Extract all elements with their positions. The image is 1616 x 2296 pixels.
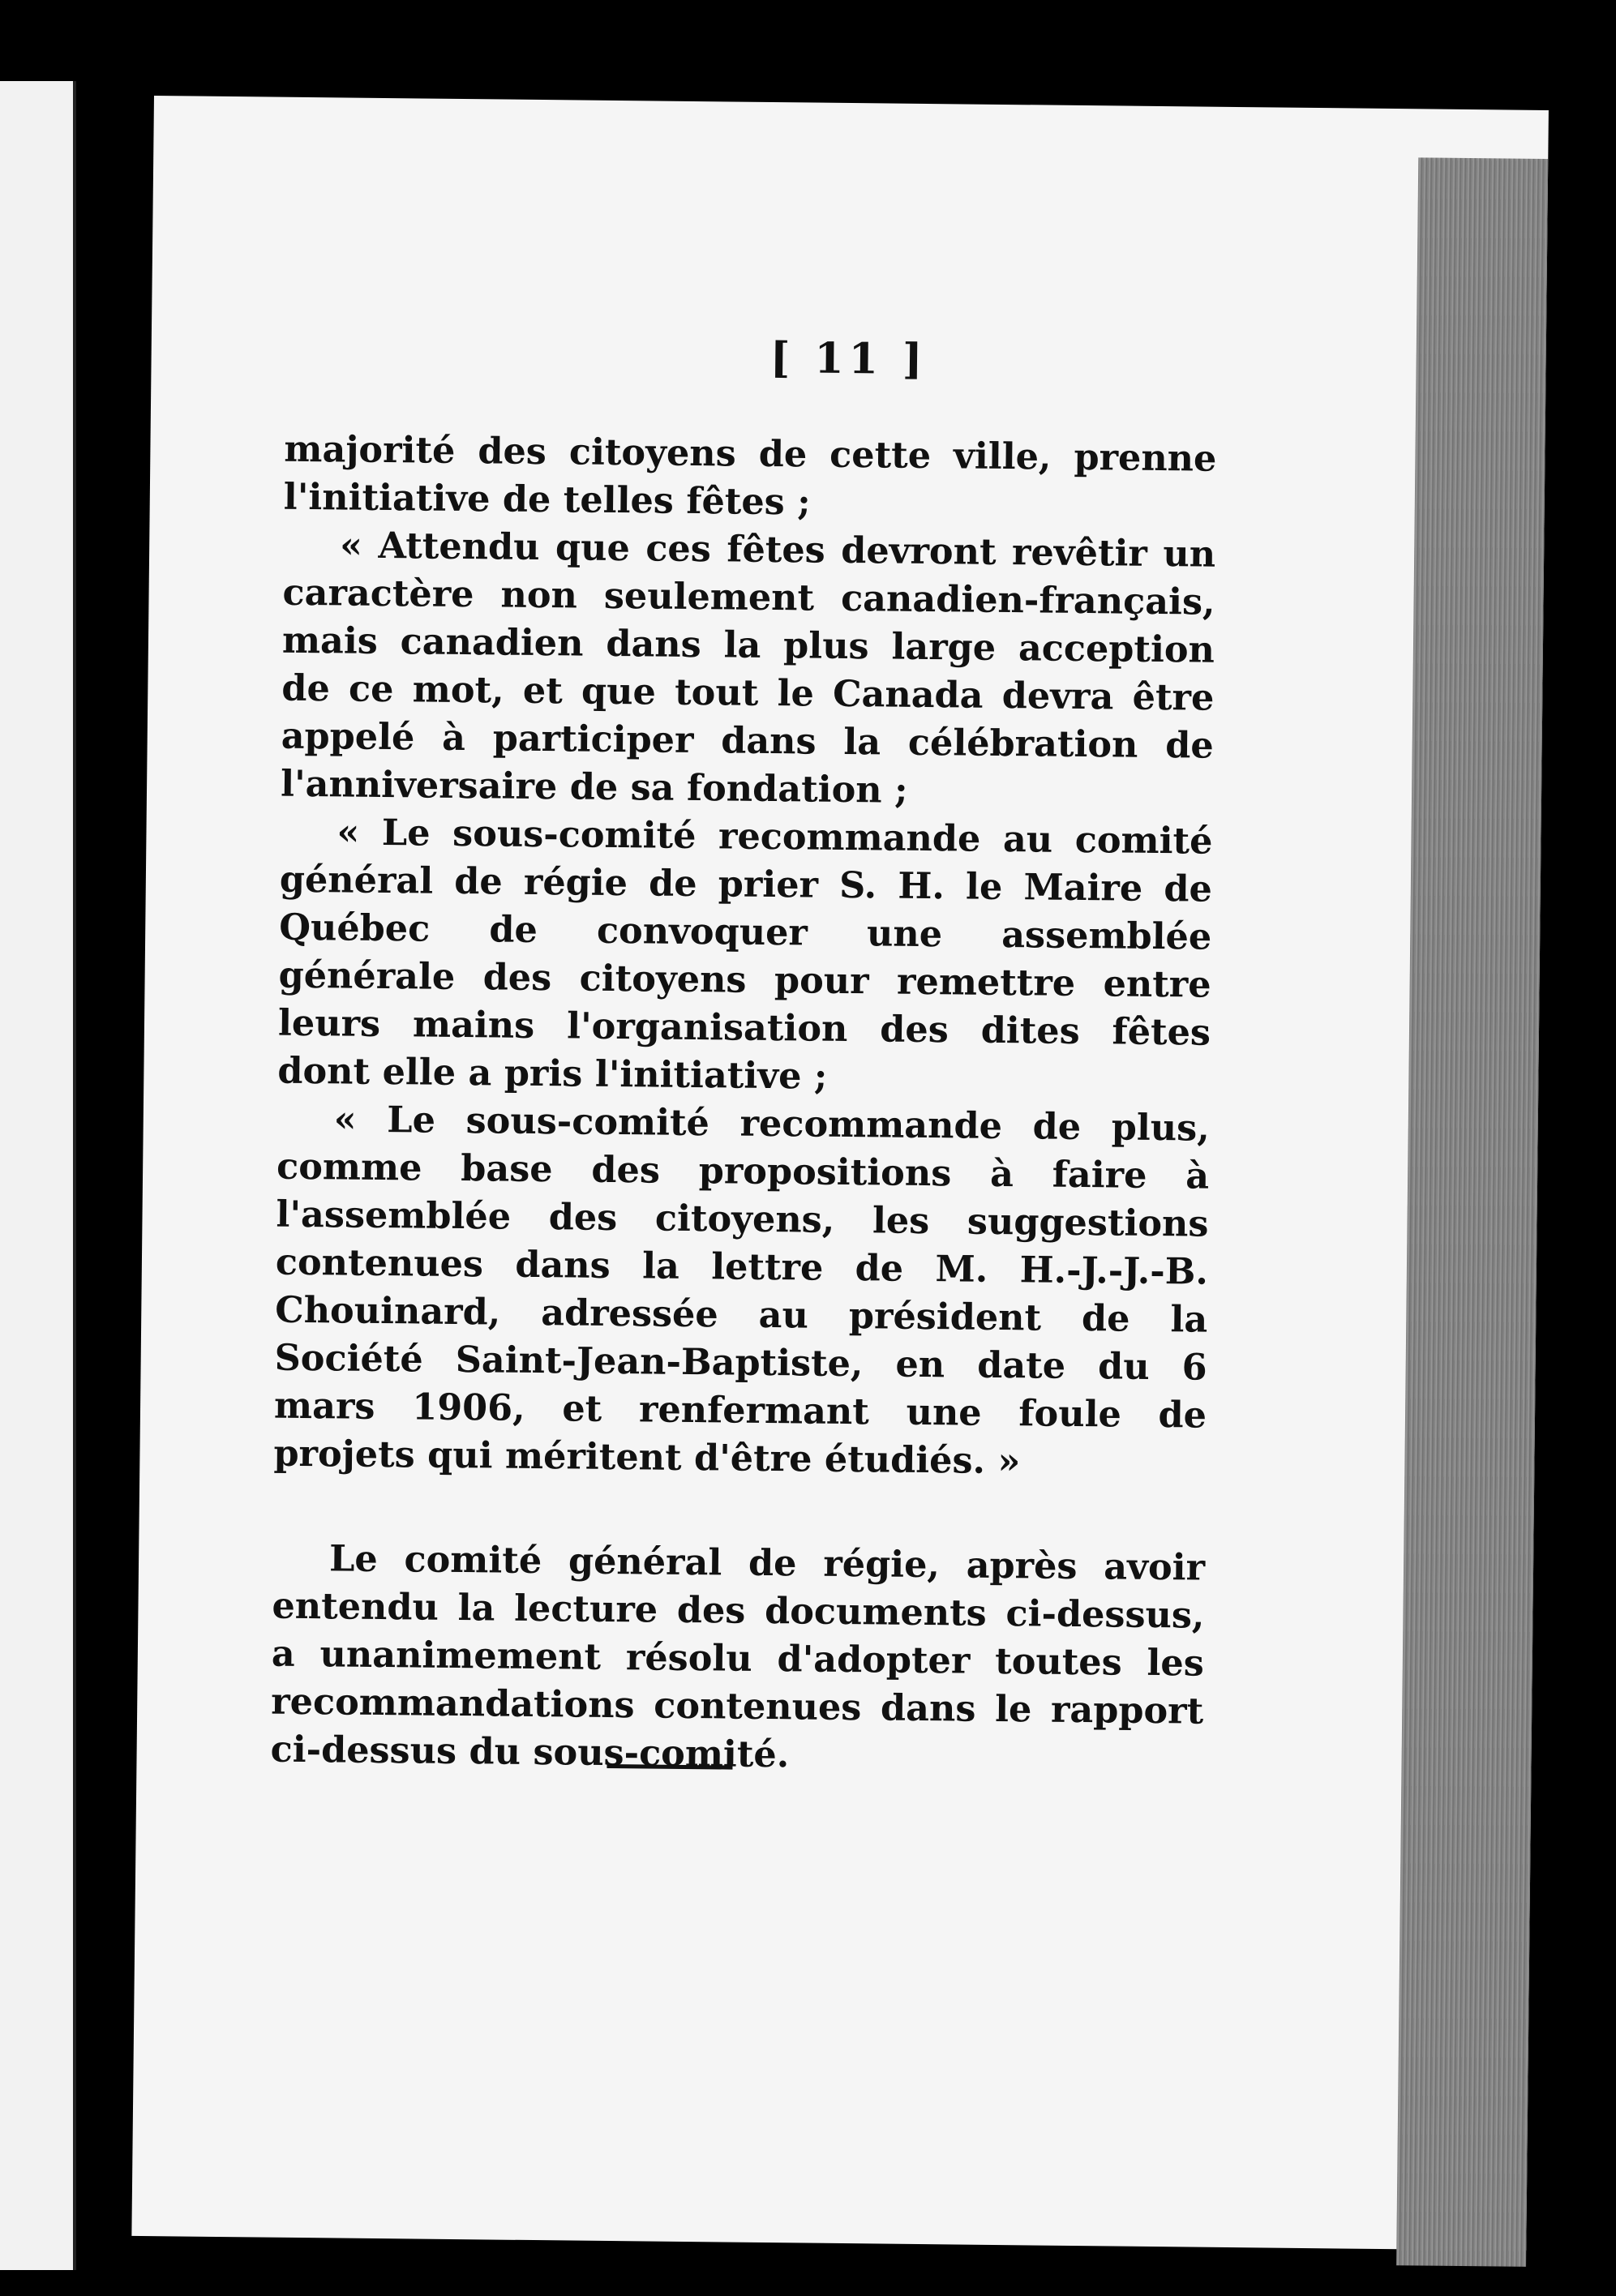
page-number: [ 11 ] bbox=[769, 332, 928, 385]
body-text bbox=[270, 426, 1216, 1784]
paragraph-recommande-propositions: « Le sous-comité recommande de plus, comme base des propositions à faire à l'assemblée des citoyens, les suggestions contenues dans la lettre de M. H.-J.-J.-B. Chouinard, adressée au président de la Société Saint-Jean-Baptiste, en date du 6 mars 1906, et renfermant une foule de projets qui méritent d'être étudiés. » bbox=[273, 1098, 1211, 1483]
paragraph-attendu: « Attendu que ces fêtes devront revêtir un caractère non seulement canadien-français, mais canadien dans la plus large acception de ce mot, et que tout le Canada devra être appelé à participer dans la célébration de l'anniversaire de sa fondation ; bbox=[280, 524, 1216, 812]
left-page-strip bbox=[0, 81, 76, 2270]
paragraph-recommande-maire: « Le sous-comité recommande au comité général de régie de prier S. H. le Maire de Québec de convoquer une assemblée générale des citoyens pour remettre entre leurs mains l'organisation des dites fêtes dont elle a pris l'initiative ; bbox=[277, 811, 1213, 1098]
paragraph-resolution: Le comité général de régie, après avoir entendu la lecture des documents ci-dessus, a unanimement résolu d'adopter toutes les recommandations contenues dans le rapport ci-dessus du sous-comité. bbox=[270, 1537, 1206, 1776]
book-page bbox=[131, 96, 1549, 2251]
page-edge bbox=[1396, 157, 1548, 2267]
paragraph-continuation: majorité des citoyens de cette ville, prenne l'initiative de telles fêtes ; bbox=[283, 427, 1217, 524]
